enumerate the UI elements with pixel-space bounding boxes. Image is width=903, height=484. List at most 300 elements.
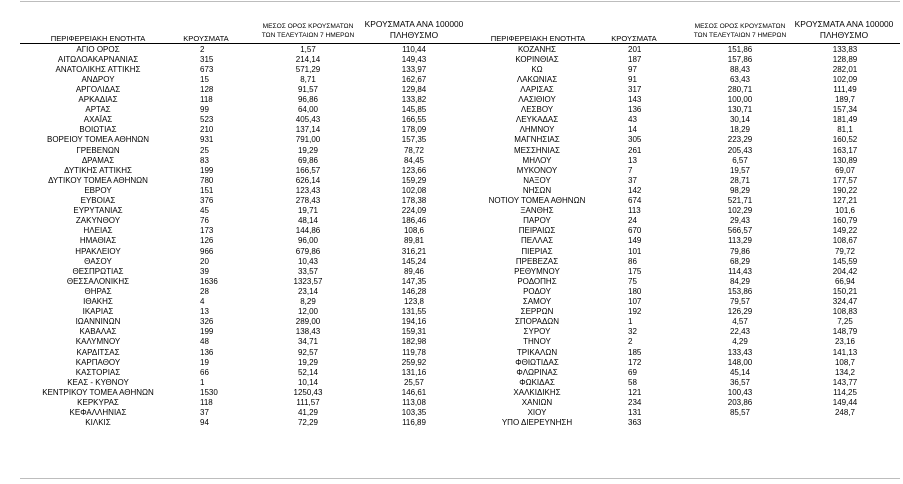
rate-cell: 259,92 — [401, 357, 427, 367]
region-cell: ΚΑΡΠΑΘΟΥ — [75, 357, 121, 367]
rate-cell: 181,49 — [832, 115, 858, 125]
avg-cell: 84,29 — [729, 276, 751, 286]
rate-cell: 316,21 — [401, 246, 427, 256]
region-cell: ΦΩΚΙΔΑΣ — [519, 377, 555, 387]
cases-cell: 19 — [200, 357, 209, 367]
region-cell: ΜΥΚΟΝΟΥ — [516, 165, 558, 175]
avg-cell: 92,57 — [297, 347, 319, 357]
rate-cell: 108,83 — [832, 307, 858, 317]
region-cell: ΠΕΛΛΑΣ — [520, 236, 554, 246]
rate-cell: 129,84 — [401, 84, 427, 94]
cases-cell: 180 — [628, 286, 642, 296]
region-cell: ΘΕΣΠΡΩΤΙΑΣ — [72, 266, 124, 276]
rate-cell: 159,29 — [401, 175, 427, 185]
region-cell: ΡΟΔΟΠΗΣ — [517, 276, 557, 286]
cases-cell: 187 — [628, 54, 642, 64]
region-cell: ΑΝΑΤΟΛΙΚΗΣ ΑΤΤΙΚΗΣ — [55, 64, 141, 74]
avg-cell: 79,57 — [729, 297, 751, 306]
cases-cell: 14 — [628, 125, 637, 135]
rate-cell: 81,1 — [837, 125, 853, 135]
rate-cell: 149,43 — [401, 54, 427, 64]
rate-cell: 89,46 — [403, 266, 425, 276]
right-header-avg-2: ΤΩΝ ΤΕΛΕΥΤΑΙΩΝ 7 ΗΜΕΡΩΝ — [693, 32, 787, 39]
cases-cell: 192 — [628, 307, 642, 317]
cases-cell: 363 — [628, 418, 642, 428]
rate-cell: 182,98 — [401, 337, 427, 347]
cases-cell: 97 — [628, 64, 637, 74]
region-cell: ΚΕΡΚΥΡΑΣ — [77, 398, 119, 407]
rate-cell: 102,08 — [401, 185, 427, 195]
avg-cell: 85,57 — [729, 408, 751, 418]
table-row — [0, 166, 903, 176]
table-row — [0, 388, 903, 398]
avg-cell: 130,71 — [727, 105, 753, 115]
cases-cell: 136 — [628, 105, 642, 115]
avg-cell: 521,71 — [727, 196, 753, 205]
cases-cell: 673 — [200, 64, 214, 74]
region-cell: ΔΥΤΙΚΗΣ ΑΤΤΙΚΗΣ — [64, 165, 132, 175]
rate-cell: 127,21 — [832, 196, 858, 205]
region-cell: ΚΑΡΔΙΤΣΑΣ — [76, 347, 120, 357]
rate-cell: 282,01 — [832, 64, 858, 74]
rate-cell: 101,6 — [834, 206, 856, 216]
avg-cell: 96,86 — [297, 95, 319, 104]
rate-cell: 113,08 — [402, 398, 426, 407]
avg-cell: 19,29 — [297, 145, 319, 155]
avg-cell: 79,86 — [729, 246, 751, 256]
rate-cell: 204,42 — [832, 266, 858, 276]
cases-cell: 210 — [200, 125, 214, 135]
avg-cell: 96,00 — [297, 236, 319, 246]
avg-cell: 8,29 — [300, 297, 316, 306]
avg-cell: 278,43 — [295, 196, 321, 205]
region-cell: ΝΟΤΙΟΥ ΤΟΜΕΑ ΑΘΗΝΩΝ — [488, 196, 586, 205]
region-cell: ΣΑΜΟΥ — [522, 297, 552, 306]
avg-cell: 626,14 — [295, 175, 321, 185]
cases-cell: 151 — [200, 185, 214, 195]
table-row — [0, 358, 903, 368]
table-row — [0, 226, 903, 236]
table-row — [0, 156, 903, 166]
cases-cell: 199 — [200, 165, 214, 175]
table-row — [0, 65, 903, 75]
rate-cell: 141,13 — [832, 347, 858, 357]
region-cell: ΑΧΑΪΑΣ — [83, 115, 113, 125]
left-header-avg-1: ΜΕΣΟΣ ΟΡΟΣ ΚΡΟΥΣΜΑΤΩΝ — [262, 23, 354, 30]
avg-cell: 64,00 — [297, 105, 319, 115]
avg-cell: 52,14 — [297, 367, 319, 377]
region-cell: ΧΑΛΚΙΔΙΚΗΣ — [513, 387, 561, 397]
cases-cell: 142 — [628, 185, 642, 195]
rate-cell: 131,16 — [401, 367, 427, 377]
avg-cell: 203,86 — [727, 398, 753, 407]
region-cell: ΠΙΕΡΙΑΣ — [521, 246, 553, 256]
rate-cell: 133,83 — [832, 44, 858, 54]
cases-cell: 173 — [200, 226, 214, 236]
avg-cell: 133,43 — [727, 347, 753, 357]
left-header-avg-2: ΤΩΝ ΤΕΛΕΥΤΑΙΩΝ 7 ΗΜΕΡΩΝ — [261, 32, 355, 39]
avg-cell: 41,29 — [297, 408, 319, 418]
cases-cell: 121 — [628, 387, 642, 397]
right-header-cases: ΚΡΟΥΣΜΑΤΑ — [611, 34, 657, 43]
table-row — [0, 418, 903, 428]
rate-cell: 108,7 — [834, 357, 856, 367]
rate-cell: 146,28 — [401, 286, 427, 296]
cases-cell: 91 — [628, 74, 637, 84]
rate-cell: 166,55 — [401, 115, 427, 125]
avg-cell: 138,43 — [295, 327, 321, 337]
region-cell: ΛΕΣΒΟΥ — [520, 105, 554, 115]
avg-cell: 1250,43 — [293, 387, 323, 397]
cases-cell: 86 — [628, 256, 637, 266]
rate-cell: 123,66 — [401, 165, 427, 175]
region-cell: ΡΟΔΟΥ — [523, 286, 551, 296]
rate-cell: 78,72 — [403, 145, 425, 155]
rate-cell: 324,47 — [832, 297, 858, 306]
region-cell: ΡΕΘΥΜΝΟΥ — [514, 266, 560, 276]
rate-cell: 157,35 — [401, 135, 427, 145]
cases-cell: 143 — [628, 95, 642, 104]
avg-cell: 144,86 — [295, 226, 321, 236]
rate-cell: 89,81 — [403, 236, 425, 246]
cases-cell: 69 — [628, 367, 637, 377]
right-header-rate-1: ΚΡΟΥΣΜΑΤΑ ΑΝΑ 100000 — [794, 19, 894, 29]
region-cell: ΚΩ — [531, 64, 543, 74]
region-cell: ΞΑΝΘΗΣ — [520, 206, 554, 216]
avg-cell: 4,29 — [732, 337, 748, 347]
region-cell: ΔΡΑΜΑΣ — [81, 155, 115, 165]
rate-cell: 178,38 — [401, 196, 427, 205]
cases-cell: 175 — [628, 266, 642, 276]
avg-cell: 123,43 — [295, 185, 321, 195]
region-cell: ΚΟΡΙΝΘΙΑΣ — [515, 54, 559, 64]
avg-cell: 48,14 — [297, 216, 319, 226]
rate-cell: 189,7 — [834, 95, 856, 104]
avg-cell: 19,29 — [297, 357, 319, 367]
avg-cell: 28,71 — [729, 175, 751, 185]
cases-cell: 118 — [200, 95, 213, 104]
avg-cell: 18,29 — [729, 125, 751, 135]
cases-cell: 94 — [200, 418, 209, 428]
cases-cell: 20 — [200, 256, 209, 266]
avg-cell: 36,57 — [729, 377, 751, 387]
cases-cell: 58 — [628, 377, 637, 387]
table-row — [0, 115, 903, 125]
region-cell: ΥΠΟ ΔΙΕΡΕΥΝΗΣΗ — [501, 418, 573, 428]
left-header-region: ΠΕΡΙΦΕΡΕΙΑΚΗ ΕΝΟΤΗΤΑ — [50, 34, 146, 43]
avg-cell: 114,43 — [728, 266, 752, 276]
cases-cell: 674 — [628, 196, 642, 205]
avg-cell: 4,57 — [732, 317, 748, 327]
right-header-rate-2: ΠΛΗΘΥΣΜΟ — [819, 30, 869, 40]
rate-cell: 66,94 — [834, 276, 856, 286]
cases-cell: 83 — [200, 155, 209, 165]
rate-cell: 111,49 — [833, 84, 857, 94]
avg-cell: 34,71 — [297, 337, 319, 347]
region-cell: ΧΑΝΙΩΝ — [521, 398, 553, 407]
region-cell: ΠΑΡΟΥ — [523, 216, 551, 226]
region-cell: ΣΥΡΟΥ — [523, 327, 551, 337]
cases-cell: 317 — [628, 84, 642, 94]
region-cell: ΚΟΖΑΝΗΣ — [517, 44, 557, 54]
rate-cell: 157,34 — [832, 105, 858, 115]
cases-cell: 131 — [628, 408, 642, 418]
avg-cell: 223,29 — [727, 135, 753, 145]
table-row — [0, 257, 903, 267]
table-row — [0, 368, 903, 378]
cases-cell: 185 — [628, 347, 642, 357]
avg-cell: 22,43 — [729, 327, 751, 337]
cases-cell: 76 — [200, 216, 209, 226]
table-row — [0, 378, 903, 388]
region-cell: ΝΑΞΟΥ — [523, 175, 551, 185]
region-cell: ΗΛΕΙΑΣ — [83, 226, 113, 236]
rate-cell: 134,2 — [834, 367, 856, 377]
avg-cell: 679,86 — [295, 246, 321, 256]
rate-cell: 149,22 — [832, 226, 858, 236]
rate-cell: 130,89 — [832, 155, 858, 165]
cases-cell: 28 — [200, 286, 209, 296]
cases-cell: 37 — [200, 408, 209, 418]
region-cell: ΠΕΙΡΑΙΩΣ — [518, 226, 556, 236]
avg-cell: 137,14 — [295, 125, 321, 135]
cases-cell: 149 — [628, 236, 642, 246]
avg-cell: 205,43 — [727, 145, 753, 155]
cases-cell: 24 — [628, 216, 637, 226]
region-cell: ΚΕΑΣ - ΚΥΘΝΟΥ — [67, 377, 129, 387]
table-row — [0, 247, 903, 257]
rate-cell: 160,52 — [832, 135, 858, 145]
table-row — [0, 398, 903, 408]
table-row — [0, 196, 903, 206]
region-cell: ΜΑΓΝΗΣΙΑΣ — [514, 135, 560, 145]
cases-cell: 326 — [200, 317, 214, 327]
region-cell: ΤΗΝΟΥ — [523, 337, 551, 347]
rate-cell: 177,57 — [832, 175, 858, 185]
cases-cell: 315 — [200, 54, 214, 64]
rate-cell: 108,6 — [403, 226, 425, 236]
rate-cell: 128,89 — [832, 54, 858, 64]
cases-cell: 107 — [628, 297, 642, 306]
region-cell: ΛΑΚΩΝΙΑΣ — [516, 74, 558, 84]
avg-cell: 8,71 — [300, 74, 316, 84]
avg-cell: 19,57 — [729, 165, 751, 175]
cases-cell: 136 — [200, 347, 214, 357]
region-cell: ΘΗΡΑΣ — [84, 286, 112, 296]
cases-cell: 2 — [200, 44, 205, 54]
avg-cell: 1323,57 — [293, 276, 323, 286]
top-rule — [20, 1, 900, 2]
cases-cell: 15 — [200, 74, 209, 84]
cases-cell: 7 — [628, 165, 633, 175]
rate-cell: 147,35 — [401, 276, 427, 286]
cases-cell: 305 — [628, 135, 642, 145]
rate-cell: 186,46 — [401, 216, 427, 226]
table-row — [0, 216, 903, 226]
rate-cell: 146,61 — [401, 387, 427, 397]
cases-cell: 199 — [200, 327, 214, 337]
avg-cell: 571,29 — [295, 64, 321, 74]
avg-cell: 10,14 — [297, 377, 319, 387]
cases-cell: 126 — [200, 236, 214, 246]
cases-cell: 1530 — [200, 387, 218, 397]
table-row — [0, 75, 903, 85]
cases-cell: 523 — [200, 115, 214, 125]
avg-cell: 280,71 — [727, 84, 753, 94]
avg-cell: 23,14 — [297, 286, 319, 296]
table-row — [0, 85, 903, 95]
rate-cell: 133,82 — [401, 95, 427, 104]
table-row — [0, 95, 903, 105]
rate-cell: 224,09 — [401, 206, 427, 216]
cases-cell: 13 — [200, 307, 209, 317]
avg-cell: 153,86 — [727, 286, 753, 296]
left-header-rate-2: ΠΛΗΘΥΣΜΟ — [389, 30, 439, 40]
region-cell: ΙΩΑΝΝΙΝΩΝ — [75, 317, 121, 327]
rate-cell: 84,45 — [403, 155, 425, 165]
cases-cell: 32 — [628, 327, 637, 337]
rate-cell: 159,31 — [401, 327, 427, 337]
rate-cell: 194,16 — [401, 317, 427, 327]
region-cell: ΒΟΙΩΤΙΑΣ — [79, 125, 117, 135]
table-row — [0, 267, 903, 277]
region-cell: ΚΑΣΤΟΡΙΑΣ — [75, 367, 121, 377]
table-row — [0, 297, 903, 307]
region-cell: ΣΠΟΡΑΔΩΝ — [514, 317, 560, 327]
region-cell: ΚΕΝΤΡΙΚΟΥ ΤΟΜΕΑ ΑΘΗΝΩΝ — [42, 387, 154, 397]
region-cell: ΒΟΡΕΙΟΥ ΤΟΜΕΑ ΑΘΗΝΩΝ — [46, 135, 150, 145]
avg-cell: 148,00 — [727, 357, 753, 367]
region-cell: ΚΙΛΚΙΣ — [85, 418, 111, 428]
right-header-region: ΠΕΡΙΦΕΡΕΙΑΚΗ ΕΝΟΤΗΤΑ — [490, 34, 586, 43]
region-cell: ΑΝΔΡΟΥ — [81, 74, 115, 84]
avg-cell: 214,14 — [295, 54, 321, 64]
region-cell: ΖΑΚΥΝΘΟΥ — [75, 216, 121, 226]
avg-cell: 6,57 — [732, 155, 748, 165]
avg-cell: 791,00 — [295, 135, 321, 145]
table-row — [0, 287, 903, 297]
cases-cell: 261 — [628, 145, 642, 155]
region-cell: ΧΙΟΥ — [527, 408, 547, 418]
rate-cell: 149,44 — [832, 398, 858, 407]
table-row — [0, 176, 903, 186]
table-row — [0, 146, 903, 156]
rate-cell: 145,85 — [401, 105, 427, 115]
cases-cell: 37 — [628, 175, 637, 185]
avg-cell: 1,57 — [300, 44, 316, 54]
rate-cell: 110,44 — [402, 44, 426, 54]
region-cell: ΕΥΡΥΤΑΝΙΑΣ — [73, 206, 123, 216]
rate-cell: 79,72 — [834, 246, 856, 256]
region-cell: ΛΕΥΚΑΔΑΣ — [515, 115, 559, 125]
avg-cell: 88,43 — [729, 64, 751, 74]
cases-cell: 75 — [628, 276, 637, 286]
cases-cell: 113 — [628, 206, 641, 216]
rate-cell: 190,22 — [832, 185, 858, 195]
rate-cell: 163,17 — [832, 145, 858, 155]
avg-cell: 566,57 — [727, 226, 753, 236]
rate-cell: 102,09 — [832, 74, 858, 84]
table-row — [0, 45, 903, 55]
rate-cell: 69,07 — [834, 165, 856, 175]
region-cell: ΚΑΛΥΜΝΟΥ — [75, 337, 121, 347]
cases-cell: 39 — [200, 266, 209, 276]
left-header-rate-1: ΚΡΟΥΣΜΑΤΑ ΑΝΑ 100000 — [364, 19, 464, 29]
table-row — [0, 186, 903, 196]
region-cell: ΑΡΚΑΔΙΑΣ — [78, 95, 118, 104]
cases-cell: 201 — [628, 44, 642, 54]
region-cell: ΑΓΙΟ ΟΡΟΣ — [76, 44, 120, 54]
region-cell: ΚΑΒΑΛΑΣ — [79, 327, 117, 337]
region-cell: ΗΜΑΘΙΑΣ — [79, 236, 117, 246]
region-cell: ΑΡΓΟΛΙΔΑΣ — [75, 84, 121, 94]
avg-cell: 111,57 — [296, 398, 320, 407]
cases-cell: 128 — [200, 84, 214, 94]
cases-cell: 25 — [200, 145, 209, 155]
avg-cell: 100,43 — [727, 387, 753, 397]
avg-cell: 113,29 — [728, 236, 752, 246]
region-cell: ΛΗΜΝΟΥ — [519, 125, 555, 135]
rate-cell: 119,78 — [402, 347, 426, 357]
avg-cell: 12,00 — [297, 307, 319, 317]
region-cell: ΔΥΤΙΚΟΥ ΤΟΜΕΑ ΑΘΗΝΩΝ — [48, 175, 148, 185]
table-row — [0, 408, 903, 418]
region-cell: ΕΒΡΟΥ — [84, 185, 112, 195]
rate-cell: 162,67 — [401, 74, 427, 84]
table-row — [0, 236, 903, 246]
rate-cell: 133,97 — [401, 64, 427, 74]
rate-cell: 116,89 — [402, 418, 426, 428]
avg-cell: 30,14 — [729, 115, 751, 125]
region-cell: ΛΑΣΙΘΙΟΥ — [518, 95, 556, 104]
cases-cell: 99 — [200, 105, 209, 115]
cases-cell: 1636 — [200, 276, 218, 286]
rate-cell: 150,21 — [832, 286, 858, 296]
region-cell: ΘΑΣΟΥ — [84, 256, 112, 266]
region-cell: ΦΘΙΩΤΙΔΑΣ — [515, 357, 559, 367]
avg-cell: 72,29 — [297, 418, 319, 428]
rate-cell: 123,8 — [403, 297, 425, 306]
avg-cell: 126,29 — [727, 307, 753, 317]
region-cell: ΤΡΙΚΑΛΩΝ — [516, 347, 558, 357]
cases-cell: 670 — [628, 226, 642, 236]
table-row — [0, 55, 903, 65]
rate-cell: 160,79 — [832, 216, 858, 226]
avg-cell: 45,14 — [729, 367, 751, 377]
avg-cell: 63,43 — [729, 74, 751, 84]
region-cell: ΜΕΣΣΗΝΙΑΣ — [514, 145, 560, 155]
cases-cell: 234 — [628, 398, 642, 407]
cases-cell: 45 — [200, 206, 209, 216]
avg-cell: 91,57 — [297, 84, 319, 94]
cases-cell: 13 — [628, 155, 637, 165]
region-cell: ΑΡΤΑΣ — [85, 105, 111, 115]
rate-cell: 178,09 — [401, 125, 427, 135]
rate-cell: 7,25 — [837, 317, 853, 327]
cases-cell: 4 — [200, 297, 205, 306]
rate-cell: 145,59 — [832, 256, 858, 266]
rate-cell: 131,55 — [401, 307, 427, 317]
region-cell: ΛΑΡΙΣΑΣ — [520, 84, 554, 94]
cases-cell: 43 — [628, 115, 637, 125]
cases-cell: 172 — [628, 357, 642, 367]
region-cell: ΦΛΩΡΙΝΑΣ — [516, 367, 558, 377]
region-cell: ΙΘΑΚΗΣ — [83, 297, 113, 306]
table-row — [0, 348, 903, 358]
rate-cell: 108,67 — [832, 236, 858, 246]
region-cell: ΝΗΣΩΝ — [522, 185, 552, 195]
rate-cell: 148,79 — [832, 327, 858, 337]
